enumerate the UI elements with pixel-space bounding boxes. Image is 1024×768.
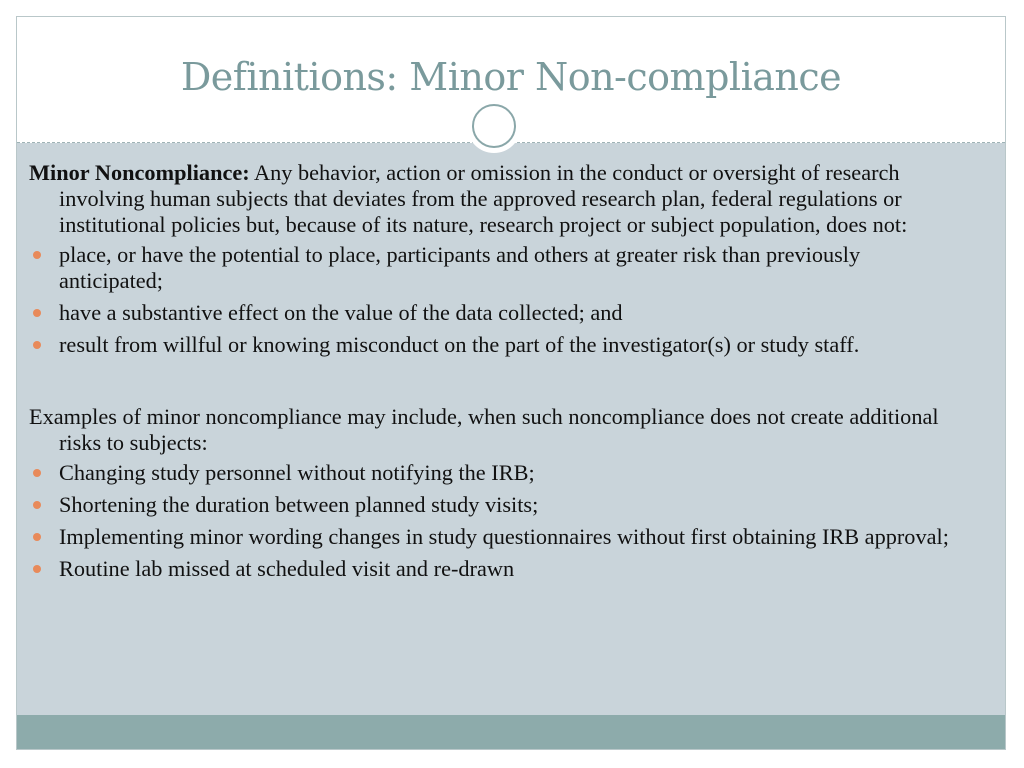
criteria-item (29, 242, 964, 294)
criteria-text: have a substantive effect on the value of the data collected; and (59, 300, 623, 325)
bullet-dot-icon (33, 501, 41, 509)
slide-title: Definitions: Minor Non-compliance (180, 55, 842, 99)
definition-text: Any behavior, action or omission in the conduct or oversight of research involving human subjects that deviates from the approved research plan, federal regulations or institutional policies but, because of its nature, research project or subject population, does not: (59, 160, 908, 237)
examples-intro: Examples of minor noncompliance may include, when such noncompliance does not create additional risks to subjects: (29, 404, 939, 455)
definition-paragraph (29, 160, 964, 238)
spacer (29, 364, 964, 404)
bullet-dot-icon (33, 469, 41, 477)
circle-ornament-icon (472, 104, 516, 148)
example-item (29, 524, 964, 550)
criteria-item (29, 332, 964, 358)
definition-term: Minor Noncompliance: (29, 160, 250, 185)
footer-bar (17, 715, 1005, 750)
slide-body (29, 160, 964, 588)
example-item (29, 460, 964, 486)
example-text: Changing study personnel without notifying the IRB; (59, 460, 535, 485)
example-item (29, 492, 964, 518)
example-text: Shortening the duration between planned study visits; (59, 492, 539, 517)
example-item (29, 556, 964, 582)
bullet-dot-icon (33, 533, 41, 541)
bullet-dot-icon (33, 565, 41, 573)
criteria-item (29, 300, 964, 326)
bullet-dot-icon (33, 251, 41, 259)
criteria-text: place, or have the potential to place, participants and others at greater risk than previously anticipated; (59, 242, 861, 293)
bullet-dot-icon (33, 309, 41, 317)
bullet-dot-icon (33, 341, 41, 349)
criteria-text: result from willful or knowing misconduct on the part of the investigator(s) or study staff. (59, 332, 860, 357)
example-text: Implementing minor wording changes in study questionnaires without first obtaining IRB approval; (59, 524, 949, 549)
example-text: Routine lab missed at scheduled visit and re-drawn (59, 556, 515, 581)
